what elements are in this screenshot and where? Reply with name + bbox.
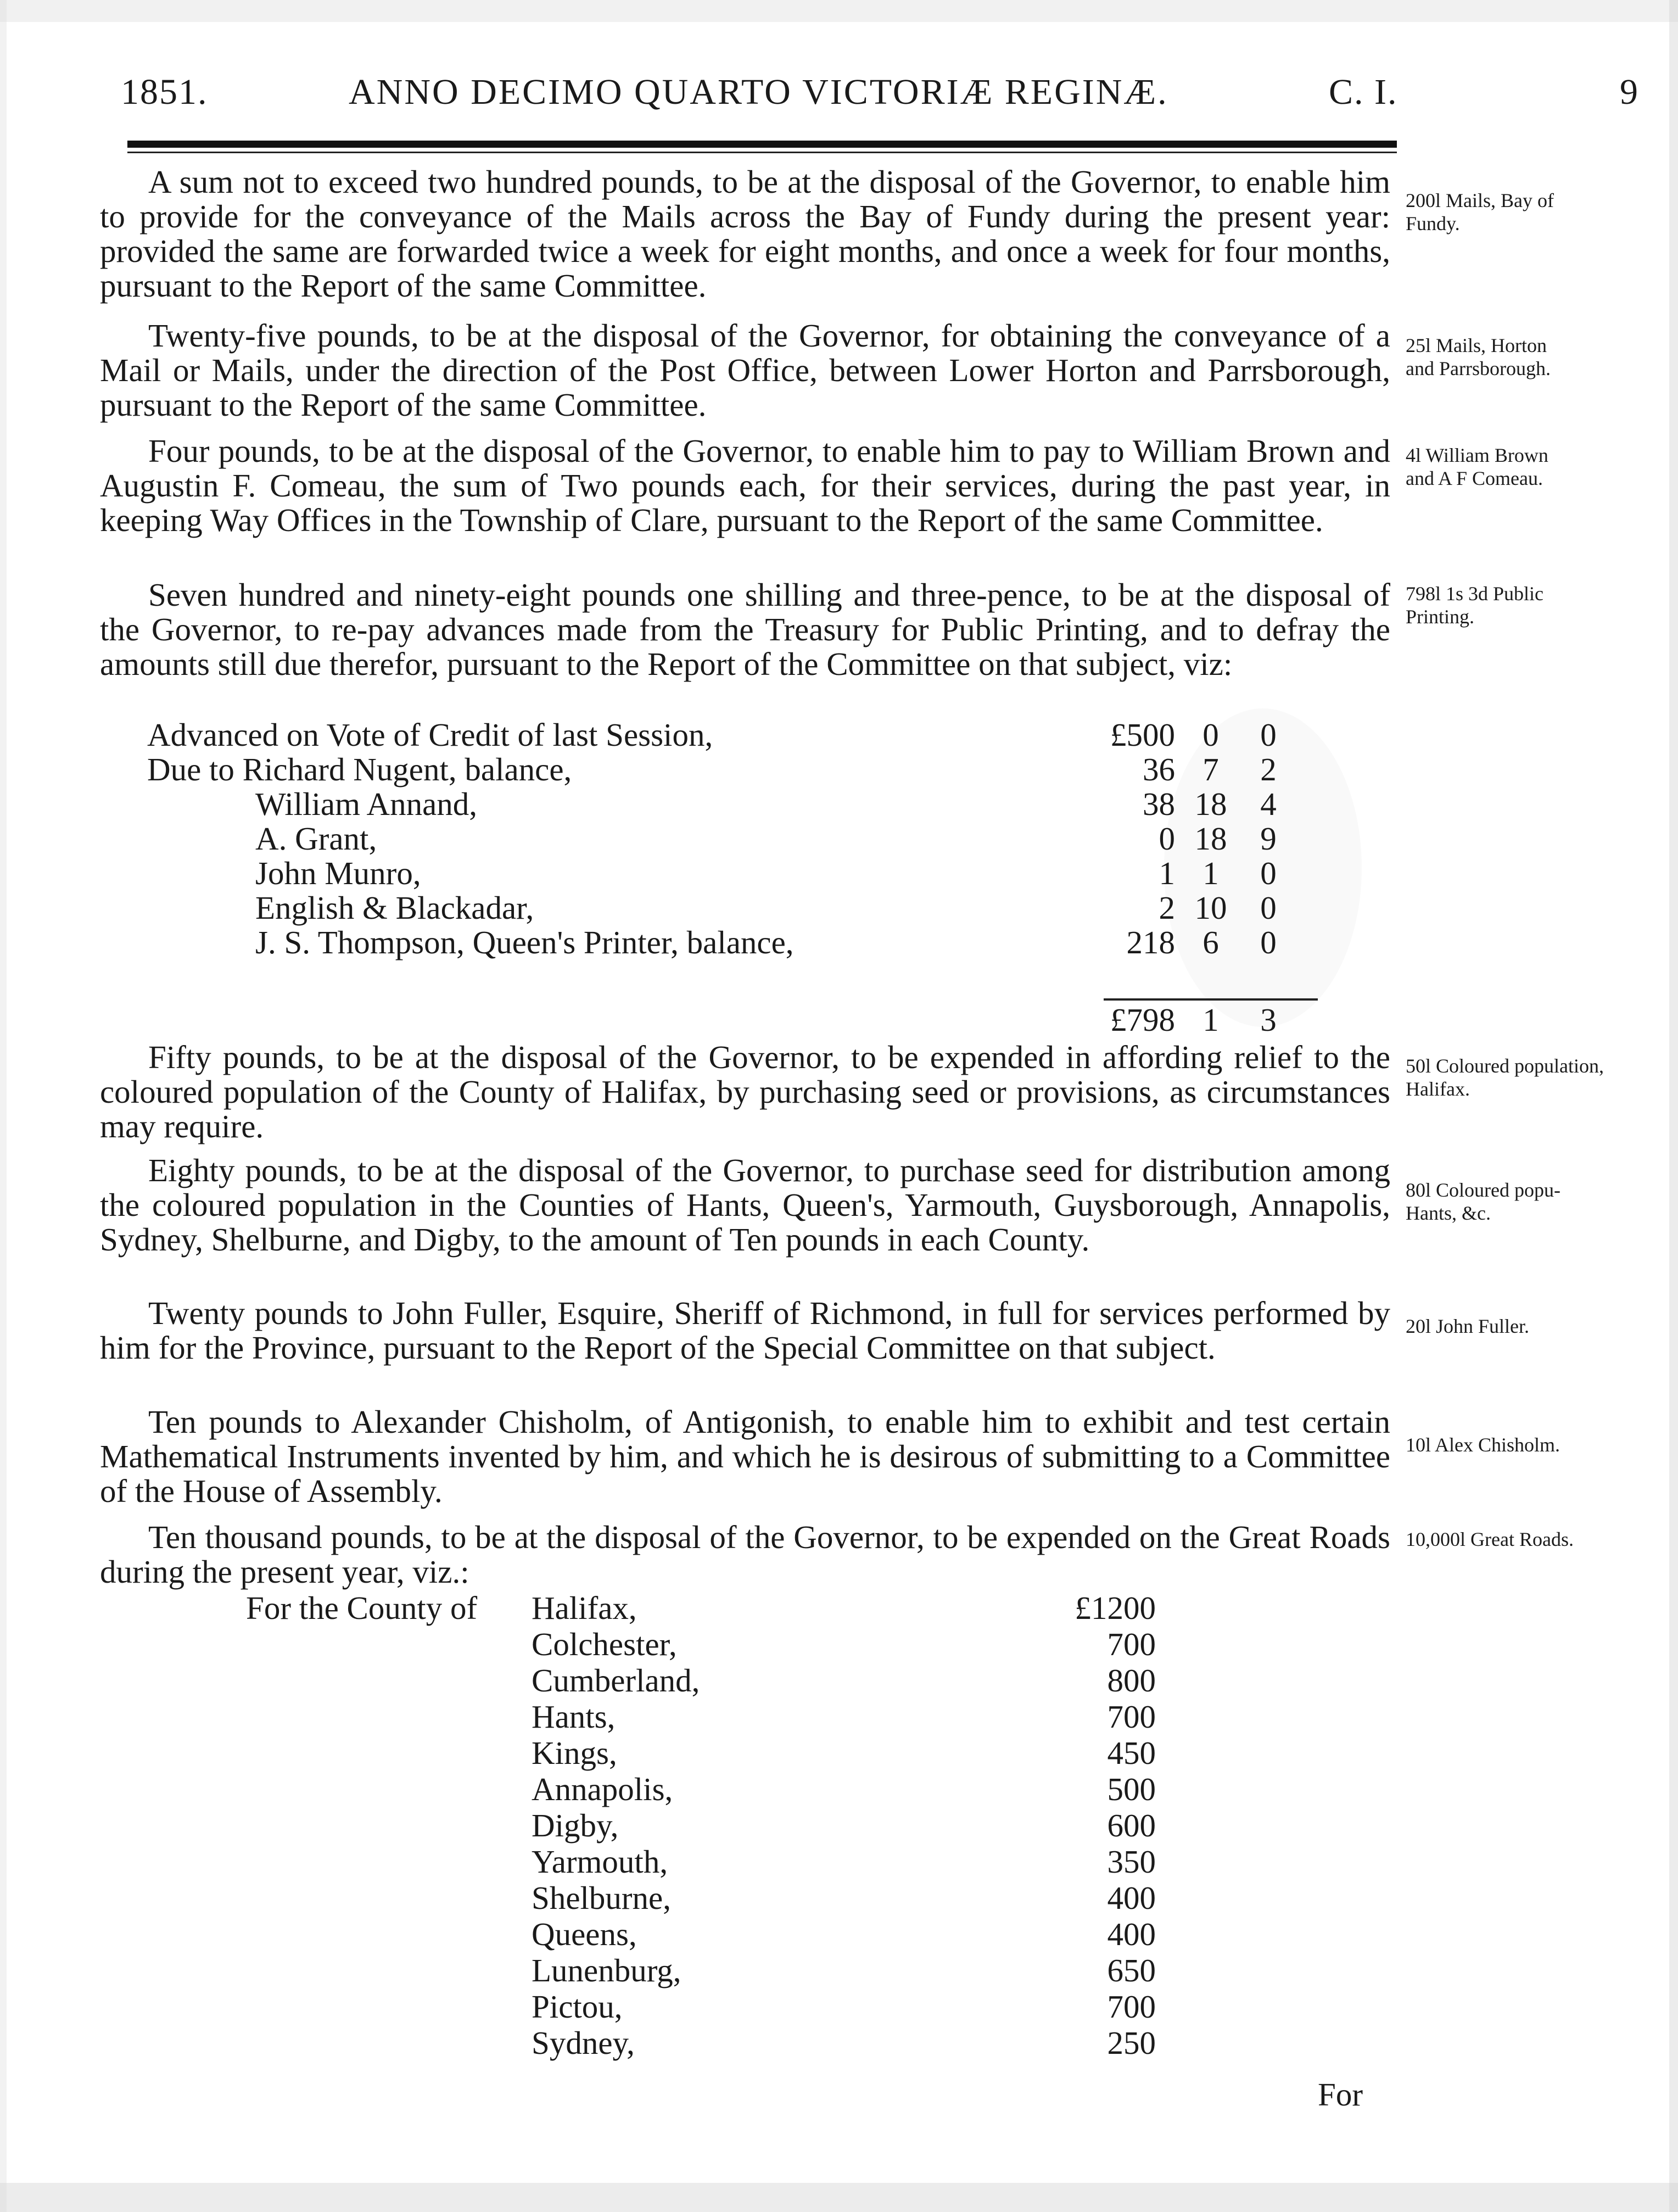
county-amount: 700: [1107, 1626, 1156, 1662]
pence: 0: [1260, 924, 1277, 960]
pence: 0: [1260, 855, 1277, 891]
pounds: 36: [1143, 751, 1175, 787]
margin-note-great-roads: 10,000l Great Roads.: [1406, 1528, 1574, 1550]
county-amount: 350: [1107, 1844, 1156, 1880]
para-public-printing: Seven hundred and ninety-eight pounds one shilling and three-pence, to be at the disposal of the Governor, to re-pay advances made from the Treasury for Public Printing, and to defray the amounts still due therefor, pursuant to the Report of the Committee on that subject, viz:: [100, 577, 1390, 682]
margin-note-william-brown: 4l William Brown and A F Comeau.: [1406, 444, 1548, 489]
county-amount: 400: [1107, 1880, 1156, 1916]
pounds: £500: [1110, 717, 1175, 753]
county-amount: £1200: [1075, 1590, 1156, 1626]
county-name: Digby,: [532, 1807, 619, 1844]
header-title: ANNO DECIMO QUARTO VICTORIÆ REGINÆ.: [349, 72, 1168, 112]
county-name: Yarmouth,: [532, 1844, 668, 1880]
account-label: William Annand,: [255, 786, 478, 822]
para-john-fuller: Twenty pounds to John Fuller, Esquire, Sheriff of Richmond, in full for services performed by him for the Province, pursuant to the Report of the Special Committee on that subject.: [100, 1295, 1390, 1366]
page-number: 9: [1620, 72, 1639, 112]
header-rule: [127, 141, 1397, 148]
header-chapter: C. I.: [1329, 72, 1398, 112]
para-coloured-hants: Eighty pounds, to be at the disposal of the Governor, to purchase seed for distribution among the coloured population in the Counties of Hants, Queen's, Yarmouth, Guysborough, Annapolis, Sydney, Shelburne, and Digby, to the amount of Ten pounds in each County.: [100, 1152, 1390, 1258]
account-label: John Munro,: [255, 855, 421, 891]
shillings: 18: [1194, 820, 1227, 857]
pence: 4: [1260, 786, 1277, 822]
county-amount: 800: [1107, 1662, 1156, 1699]
account-sum-rule: [1104, 998, 1318, 1001]
county-name: Sydney,: [532, 2025, 635, 2061]
shillings: 18: [1194, 786, 1227, 822]
county-amount: 450: [1107, 1735, 1156, 1771]
account-label: English & Blackadar,: [255, 890, 534, 926]
shillings: 1: [1202, 855, 1219, 891]
total-pence: 3: [1260, 1002, 1277, 1038]
county-amount: 400: [1107, 1916, 1156, 1952]
county-name: Queens,: [532, 1916, 637, 1952]
shillings: 7: [1202, 751, 1219, 787]
margin-note-mails-horton: 25l Mails, Horton and Parrsborough.: [1406, 334, 1551, 379]
roads-prefix: For the County of: [246, 1590, 478, 1626]
para-mails-horton: Twenty-five pounds, to be at the disposal of the Governor, for obtaining the conveyance of a Mail or Mails, under the direction of the Post Office, between Lower Horton and Parrsborough, pursuant to the Report of the same Committee.: [100, 317, 1390, 423]
catchword: For: [1318, 2076, 1363, 2113]
county-name: Cumberland,: [532, 1662, 700, 1699]
county-amount: 600: [1107, 1807, 1156, 1844]
county-amount: 700: [1107, 1699, 1156, 1735]
margin-note-coloured-hants: 80l Coloured popu- Hants, &c.: [1406, 1179, 1560, 1224]
para-great-roads: Ten thousand pounds, to be at the disposal of the Governor, to be expended on the Great Roads during the present year, viz.:: [100, 1519, 1390, 1590]
account-label: A. Grant,: [255, 820, 377, 857]
pounds: 2: [1159, 890, 1175, 926]
total-pounds: £798: [1110, 1002, 1175, 1038]
county-amount: 700: [1107, 1988, 1156, 2025]
county-amount: 650: [1107, 1952, 1156, 1988]
pence: 2: [1260, 751, 1277, 787]
margin-note-coloured-halifax: 50l Coloured population, Halifax.: [1406, 1055, 1604, 1100]
pounds: 38: [1143, 786, 1175, 822]
account-label: Due to Richard Nugent, balance,: [147, 751, 572, 787]
pounds: 218: [1126, 924, 1175, 960]
account-label: J. S. Thompson, Queen's Printer, balance,: [255, 924, 794, 960]
header-year: 1851.: [121, 72, 208, 112]
margin-note-mails-fundy: 200l Mails, Bay of Fundy.: [1406, 189, 1554, 234]
margin-note-alex-chisholm: 10l Alex Chisholm.: [1406, 1434, 1560, 1456]
para-mails-fundy: A sum not to exceed two hundred pounds, to be at the disposal of the Governor, to enable him to provide for the conveyance of the Mails across the Bay of Fundy during the present year: provided the same are forwarded twice a week for eight months, and once a week for four months, pursuant to the Report of the same Committee.: [100, 164, 1390, 304]
pounds: 0: [1159, 820, 1175, 857]
pence: 9: [1260, 820, 1277, 857]
header-rule-thin: [127, 152, 1397, 153]
pence: 0: [1260, 890, 1277, 926]
county-name: Pictou,: [532, 1988, 623, 2025]
county-amount: 500: [1107, 1771, 1156, 1807]
pounds: 1: [1159, 855, 1175, 891]
county-name: Halifax,: [532, 1590, 637, 1626]
total-shillings: 1: [1202, 1002, 1219, 1038]
county-name: Kings,: [532, 1735, 617, 1771]
shillings: 6: [1202, 924, 1219, 960]
county-name: Lunenburg,: [532, 1952, 681, 1988]
margin-note-john-fuller: 20l John Fuller.: [1406, 1315, 1530, 1337]
para-william-brown: Four pounds, to be at the disposal of the Governor, to enable him to pay to William Brown and Augustin F. Comeau, the sum of Two pounds each, for their services, during the past year, in keeping Way Offices in the Township of Clare, pursuant to the Report of the same Committee.: [100, 433, 1390, 538]
county-name: Hants,: [532, 1699, 616, 1735]
shillings: 0: [1202, 717, 1219, 753]
county-name: Shelburne,: [532, 1880, 671, 1916]
county-amount: 250: [1107, 2025, 1156, 2061]
account-label: Advanced on Vote of Credit of last Session,: [147, 717, 713, 753]
para-coloured-halifax: Fifty pounds, to be at the disposal of the Governor, to be expended in affording relief to the coloured population of the County of Halifax, by purchasing seed or provisions, as circumstances may require.: [100, 1039, 1390, 1144]
county-name: Annapolis,: [532, 1771, 673, 1807]
county-name: Colchester,: [532, 1626, 677, 1662]
pence: 0: [1260, 717, 1277, 753]
shillings: 10: [1194, 890, 1227, 926]
para-alex-chisholm: Ten pounds to Alexander Chisholm, of Antigonish, to enable him to exhibit and test certain Mathematical Instruments invented by him, and which he is desirous of submitting to a Committee of the House of Assembly.: [100, 1404, 1390, 1509]
margin-note-public-printing: 798l 1s 3d Public Printing.: [1406, 583, 1544, 628]
